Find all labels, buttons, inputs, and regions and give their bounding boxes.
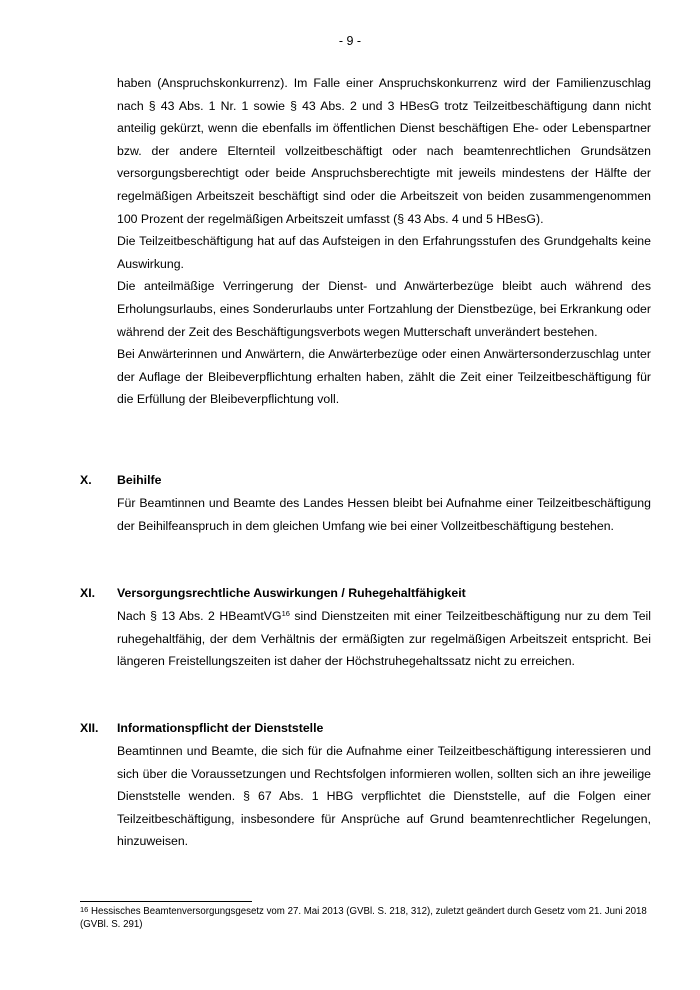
paragraph-verringerung-bezuege: Die anteilmäßige Verringerung der Dienst- und Anwärterbezüge bleibt auch während des Erholungsurlaubs, eines Sonderurlaubs unter Fortzahlung der Dienstbezüge, bei Erkrankung oder während der Zeit des Beschäftigungsverbots wegen Mutterschaft unverändert bestehen. xyxy=(117,279,651,339)
footnote-divider xyxy=(80,901,252,902)
footnote xyxy=(80,906,660,932)
section-xi-number: XI. xyxy=(80,586,96,600)
page-number: - 9 - xyxy=(338,34,362,48)
section-x-body xyxy=(117,492,651,537)
section-xi-text-after: sind Dienstzeiten mit einer Teilzeitbeschäftigung nur zu dem Teil ruhegehaltfähig, der dem Verhältnis der ermäßigten zur regelmäßigen Arbeitszeit entspricht. Bei längeren Freistellungszeiten ist daher der Höchstruhegehaltssatz nicht zu erreichen. xyxy=(117,609,651,669)
section-x-heading xyxy=(80,469,161,492)
paragraph-anwaerter: Bei Anwärterinnen und Anwärtern, die Anwärterbezüge oder einen Anwärtersonderzuschlag unter der Auflage der Bleibeverpflichtung erhalten haben, zählt die Zeit einer Teilzeitbeschäftigung für die Erfüllung der Bleibeverpflichtung voll. xyxy=(117,347,651,407)
section-xi-body xyxy=(117,605,651,673)
intro-text-block xyxy=(117,72,651,411)
section-xi-text xyxy=(117,605,651,673)
section-xi-text-before: Nach § 13 Abs. 2 HBeamtVG xyxy=(117,609,282,623)
section-x-title: Beihilfe xyxy=(117,473,162,487)
footnote-number: 16 xyxy=(80,905,89,914)
paragraph-erfahrungsstufen: Die Teilzeitbeschäftigung hat auf das Aufsteigen in den Erfahrungsstufen des Grundgehalts keine Auswirkung. xyxy=(117,234,651,271)
section-xii-heading xyxy=(80,717,323,740)
paragraph-familienzuschlag: haben (Anspruchskonkurrenz). Im Falle einer Anspruchskonkurrenz wird der Familienzuschlag nach § 43 Abs. 1 Nr. 1 sowie § 43 Abs. 2 und 3 HBesG trotz Teilzeitbeschäftigung dann nicht anteilig gekürzt, wenn die ebenfalls im öffentlichen Dienst beschäftigen Ehe- oder Lebenspartner bzw. der andere Elternteil vollzeitbeschäftigt oder nach beamtenrechtlichen Grundsätzen versorgungsberechtigt oder beide Anspruchsberechtigte mit jeweils mindestens der Hälfte der regelmäßigen Arbeitszeit beschäftigt sind oder die Arbeitszeit von beiden zusammengenommen 100 Prozent der regelmäßigen Arbeitszeit umfasst (§ 43 Abs. 4 und 5 HBesG). xyxy=(117,76,651,226)
section-xii-body xyxy=(117,740,651,853)
section-xi-title: Versorgungsrechtliche Auswirkungen / Ruhegehaltfähigkeit xyxy=(117,586,466,600)
section-xii-title: Informationspflicht der Dienststelle xyxy=(117,721,324,735)
section-xii-number: XII. xyxy=(80,721,99,735)
section-xii-text: Beamtinnen und Beamte, die sich für die Aufnahme einer Teilzeitbeschäftigung interessieren und sich über die Voraussetzungen und Rechtsfolgen informieren wollen, sollten sich an ihre jeweilige Dienststelle wenden. § 67 Abs. 1 HBG verpflichtet die Dienststelle, auf die Folgen einer Teilzeitbeschäftigung, insbesondere für Ansprüche auf Grund beamtenrechtlicher Regelungen, hinzuweisen. xyxy=(117,744,651,849)
footnote-text: Hessisches Beamtenversorgungsgesetz vom 27. Mai 2013 (GVBl. S. 218, 312), zuletzt geändert durch Gesetz vom 21. Juni 2018 (GVBl. S. 291) xyxy=(80,906,647,930)
footnote-reference: 16 xyxy=(281,609,290,618)
section-x-text: Für Beamtinnen und Beamte des Landes Hessen bleibt bei Aufnahme einer Teilzeitbeschäftigung der Beihilfeanspruch in dem gleichen Umfang wie bei einer Vollzeitbeschäftigung bestehen. xyxy=(117,496,651,533)
section-xi-heading xyxy=(80,582,466,605)
section-x-number: X. xyxy=(80,473,92,487)
